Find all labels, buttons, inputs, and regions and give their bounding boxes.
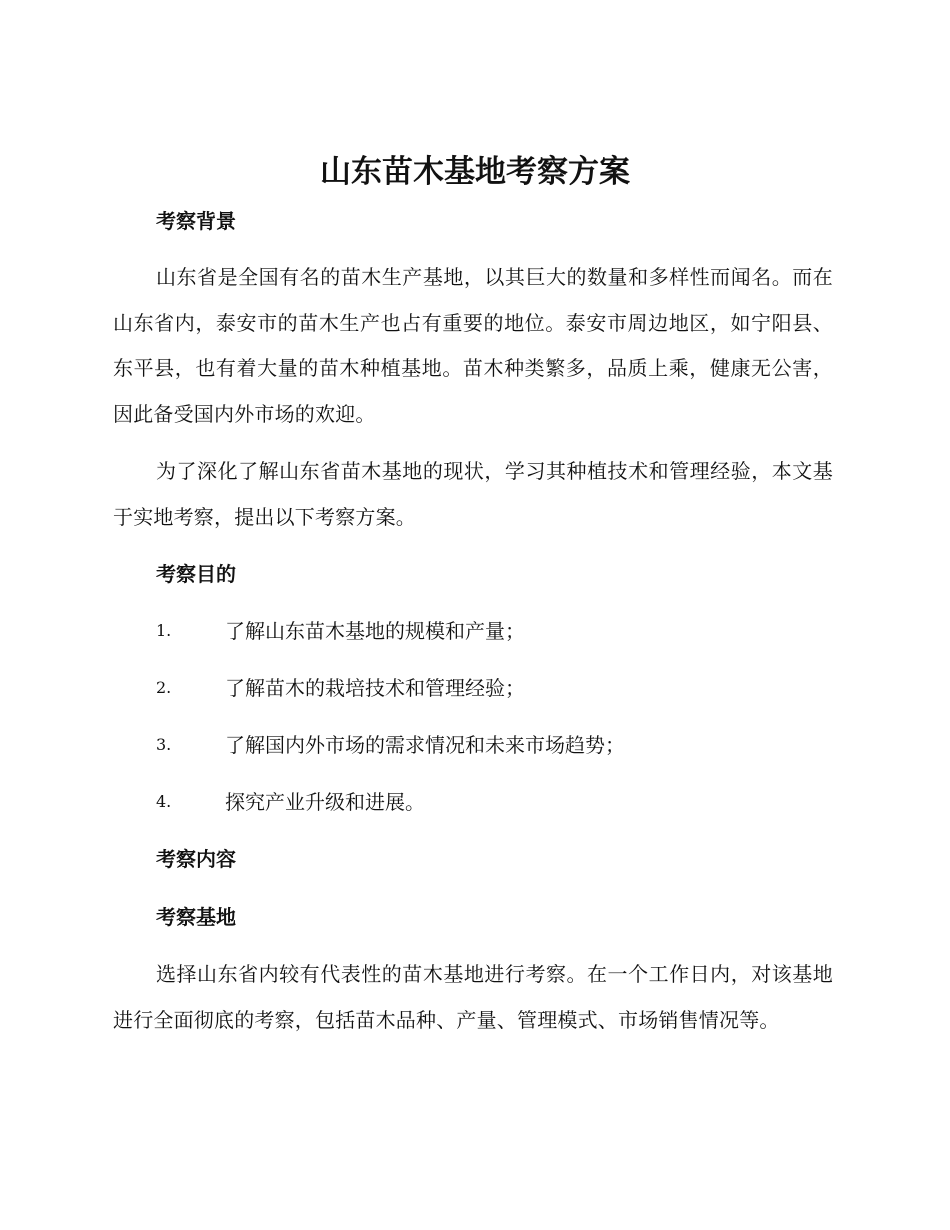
list-item [156, 787, 836, 817]
list-item-text: 探究产业升级和进展。 [225, 790, 425, 814]
list-item-text: 了解苗木的栽培技术和管理经验； [225, 676, 525, 700]
list-item [156, 730, 836, 760]
list-item [156, 673, 836, 703]
list-number: 1. [156, 621, 172, 640]
list-number: 2. [156, 678, 172, 697]
list-item [156, 616, 836, 646]
section-heading-background: 考察背景 [156, 209, 236, 233]
document-title: 山东苗木基地考察方案 [320, 154, 630, 190]
list-item-text: 了解山东苗木基地的规模和产量； [225, 619, 525, 643]
list-number: 3. [156, 735, 172, 754]
background-paragraph-1: 山东省是全国有名的苗木生产基地，以其巨大的数量和多样性而闻名。而在山东省内，泰安市的苗木生产也占有重要的地位。泰安市周边地区，如宁阳县、东平县，也有着大量的苗木种植基地。苗木种类繁多，品质上乘，健康无公害，因此备受国内外市场的欢迎。 [113, 265, 833, 426]
section-heading-content: 考察内容 [156, 847, 236, 871]
section-heading-base: 考察基地 [156, 905, 236, 929]
background-paragraph-2: 为了深化了解山东省苗木基地的现状，学习其种植技术和管理经验，本文基于实地考察，提出以下考察方案。 [113, 459, 833, 529]
list-number: 4. [156, 792, 172, 811]
base-paragraph: 选择山东省内较有代表性的苗木基地进行考察。在一个工作日内，对该基地进行全面彻底的考察，包括苗木品种、产量、管理模式、市场销售情况等。 [113, 962, 833, 1032]
section-heading-purpose: 考察目的 [156, 562, 236, 586]
list-item-text: 了解国内外市场的需求情况和未来市场趋势； [225, 733, 625, 757]
